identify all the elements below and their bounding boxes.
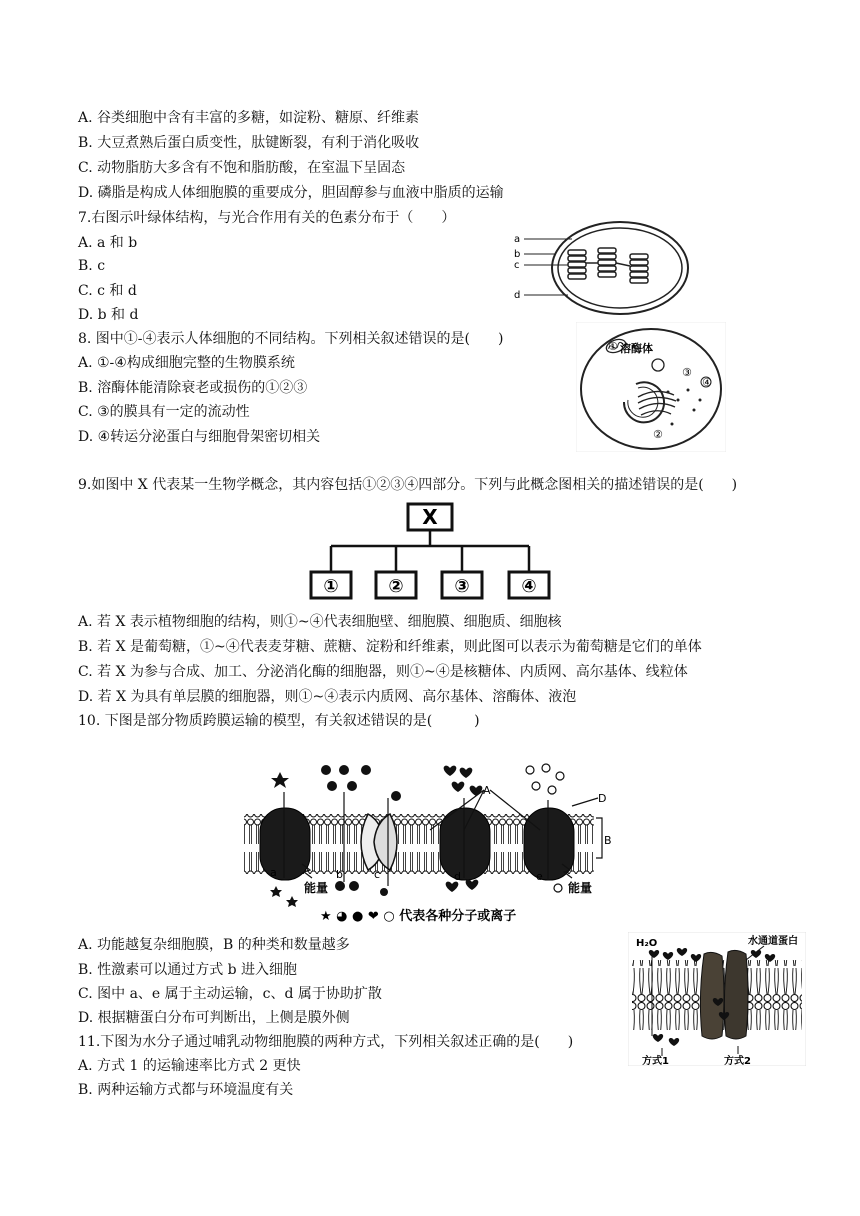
q7-stem: 7.右图示叶绿体结构，与光合作用有关的色素分布于（ ） — [78, 210, 456, 226]
cell-label-3: ③ — [682, 366, 692, 379]
q9-option-b: B. 若 X 是葡萄糖，①~④代表麦芽糖、蔗糖、淀粉和纤维素，则此图可以表示为葡萄糖是它们的单体 — [78, 639, 702, 655]
chloroplast-label-b: b — [514, 249, 521, 260]
q7-option-b: B. c — [78, 258, 106, 274]
q9-option-d: D. 若 X 为具有单层膜的细胞器，则①~④表示内质网、高尔基体、溶酶体、液泡 — [78, 689, 577, 705]
concept-child-1: ① — [323, 576, 339, 597]
membrane-label-d: d — [454, 870, 461, 883]
q8-stem: 8. 图中①-④表示人体细胞的不同结构。下列相关叙述错误的是( ) — [78, 331, 504, 347]
water-label-way1: 方式1 — [642, 1056, 669, 1066]
q7-option-a: A. a 和 b — [78, 235, 138, 251]
concept-map-diagram — [305, 498, 555, 604]
q6-option-c: C. 动物脂肪大多含有不饱和脂肪酸，在室温下呈固态 — [78, 160, 406, 176]
concept-child-2: ② — [388, 576, 404, 597]
membrane-label-e: e — [536, 870, 543, 883]
q11-stem: 11.下图为水分子通过哺乳动物细胞膜的两种方式，下列相关叙述正确的是( ) — [78, 1034, 574, 1050]
membrane-label-c: c — [374, 868, 381, 881]
water-label-h2o: H₂O — [636, 938, 658, 949]
q9-option-a: A. 若 X 表示植物细胞的结构，则①~④代表细胞壁、细胞膜、细胞质、细胞核 — [78, 614, 562, 630]
membrane-transport-diagram — [240, 758, 620, 928]
concept-child-3: ③ — [454, 576, 470, 597]
cell-label-lysosome: 溶酶体 — [620, 342, 653, 355]
q10-option-d: D. 根据糖蛋白分布可判断出，上侧是膜外侧 — [78, 1010, 350, 1026]
concept-root: X — [422, 505, 438, 529]
cell-label-1: ① — [608, 340, 618, 353]
q8-option-c: C. ③的膜具有一定的流动性 — [78, 404, 250, 420]
chloroplast-label-a: a — [514, 234, 521, 245]
q6-option-d: D. 磷脂是构成人体细胞膜的重要成分，胆固醇参与血液中脂质的运输 — [78, 185, 504, 201]
q7-option-c: C. c 和 d — [78, 283, 137, 299]
q10-option-c: C. 图中 a、e 属于主动运输，c、d 属于协助扩散 — [78, 986, 382, 1002]
water-label-channel: 水通道蛋白 — [748, 936, 798, 947]
membrane-label-a: a — [270, 866, 277, 879]
water-label-way2: 方式2 — [724, 1056, 751, 1066]
q9-option-c: C. 若 X 为参与合成、加工、分泌消化酶的细胞器，则①~④是核糖体、内质网、高尔基体、线粒体 — [78, 664, 688, 680]
q6-option-a: A. 谷类细胞中含有丰富的多糖，如淀粉、糖原、纤维素 — [78, 110, 420, 126]
concept-child-4: ④ — [521, 576, 537, 597]
q8-option-b: B. 溶酶体能清除衰老或损伤的①②③ — [78, 380, 308, 396]
chloroplast-label-d: d — [514, 290, 521, 301]
q10-option-a: A. 功能越复杂细胞膜，B 的种类和数量越多 — [78, 937, 350, 953]
water-channel-diagram — [628, 932, 806, 1066]
membrane-label-D: D — [598, 792, 607, 805]
q9-stem: 9.如图中 X 代表某一生物学概念，其内容包括①②③④四部分。下列与此概念图相关的描述错误的是( ) — [78, 477, 738, 493]
q6-option-b: B. 大豆煮熟后蛋白质变性，肽键断裂，有利于消化吸收 — [78, 135, 420, 151]
q10-option-b: B. 性激素可以通过方式 b 进入细胞 — [78, 962, 298, 978]
membrane-label-A: A — [483, 784, 491, 797]
cell-label-2: ② — [653, 428, 663, 441]
membrane-label-b: b — [336, 868, 343, 881]
q8-option-a: A. ①-④构成细胞完整的生物膜系统 — [78, 355, 295, 371]
q10-stem: 10. 下图是部分物质跨膜运输的模型，有关叙述错误的是( ) — [78, 713, 480, 729]
chloroplast-label-c: c — [514, 260, 520, 271]
animal-cell-diagram — [576, 322, 726, 452]
q11-option-a: A. 方式 1 的运输速率比方式 2 更快 — [78, 1058, 301, 1074]
membrane-label-B: B — [604, 834, 612, 847]
q11-option-b: B. 两种运输方式都与环境温度有关 — [78, 1082, 294, 1098]
chloroplast-diagram — [510, 218, 690, 318]
q8-option-d: D. ④转运分泌蛋白与细胞骨架密切相关 — [78, 429, 321, 445]
energy-label-1: 能量 — [304, 881, 329, 895]
q7-option-d: D. b 和 d — [78, 307, 139, 323]
energy-label-2: 能量 — [568, 881, 593, 895]
cell-label-4: ④ — [702, 376, 712, 389]
membrane-caption: ★ ◕ ● ❤ ○ 代表各种分子或离子 — [320, 909, 517, 924]
